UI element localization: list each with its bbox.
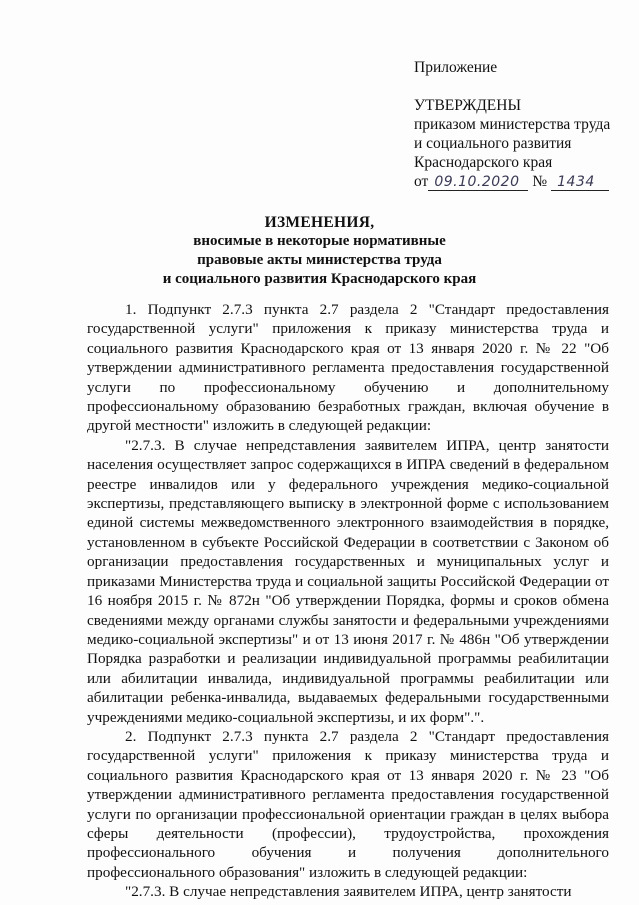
approval-line-1: приказом министерства труда [414, 116, 611, 133]
handwritten-date: 09.10.2020 [428, 175, 528, 191]
title-line-1: вносимые в некоторые нормативные [193, 233, 446, 249]
appendix-label: Приложение [414, 59, 498, 76]
approval-line-2: и социального развития [414, 135, 572, 152]
number-label: № [532, 173, 548, 190]
handwritten-number: 1434 [551, 175, 609, 191]
order-date-number [414, 172, 634, 191]
paragraph-1: 1. Подпункт 2.7.3 пункта 2.7 раздела 2 "Стандарт предоставления государственной услуги" приложения к приказу министерства труда и социального развития Краснодарского края от 13 января 2020 г. № 22 "Об утверждении административного регламента предоставления государственной услуги по профессиональному обучению и дополнительному профессиональному образованию безработных граждан, включая обучение в другой местности" изложить в следующей редакции: [87, 301, 609, 435]
document-body [87, 300, 609, 902]
paragraph-4: "2.7.3. В случае непредставления заявителем ИПРА, центр занятости [125, 883, 572, 901]
approved-label: УТВЕРЖДЕНЫ [414, 97, 521, 114]
document-title [0, 213, 639, 289]
approval-block [414, 58, 634, 191]
title-line-3: и социального развития Краснодарского края [162, 271, 477, 287]
approval-line-3: Краснодарского края [414, 154, 553, 171]
title-main: ИЗМЕНЕНИЯ, [264, 214, 375, 231]
paragraph-2: "2.7.3. В случае непредставления заявителем ИПРА, центр занятости населения осуществляет запрос содержащихся в ИПРА сведений в федеральном реестре инвалидов или у федерального учреждения медико-социальной экспертизы, представляющего выписку в электронной форме с использованием единой системы межведомственного электронного взаимодействия в порядке, установленном в субъекте Российской Федерации в соответствии с Законом об организации предоставления государственных и муниципальных услуг и приказами Министерства труда и социальной защиты Российской Федерации от 16 ноября 2015 г. № 872н "Об утверждении Порядка, формы и сроков обмена сведениями между органами службы занятости и федеральными учреждениями медико-социальной экспертизы" и от 13 июня 2017 г. № 486н "Об утверждении Порядка разработки и реализации индивидуальной программы реабилитации или абилитации инвалида, индивидуальной программы реабилитации или абилитации ребенка-инвалида, выдаваемых федеральными государственными учреждениями медико-социальной экспертизы, и их форм".". [87, 436, 609, 726]
paragraph-3: 2. Подпункт 2.7.3 пункта 2.7 раздела 2 "Стандарт предоставления государственной услуги" приложения к приказу министерства труда и социального развития Краснодарского края от 13 января 2020 г. № 23 "Об утверждении административного регламента предоставления государственной услуги по организации профессиональной ориентации граждан в целях выбора сферы деятельности (профессии), трудоустройства, прохождения профессионального обучения и получения дополнительного профессионального образования" изложить в следующей редакции: [87, 727, 609, 881]
title-line-2: правовые акты министерства труда [197, 252, 442, 268]
from-label: от [414, 173, 429, 190]
